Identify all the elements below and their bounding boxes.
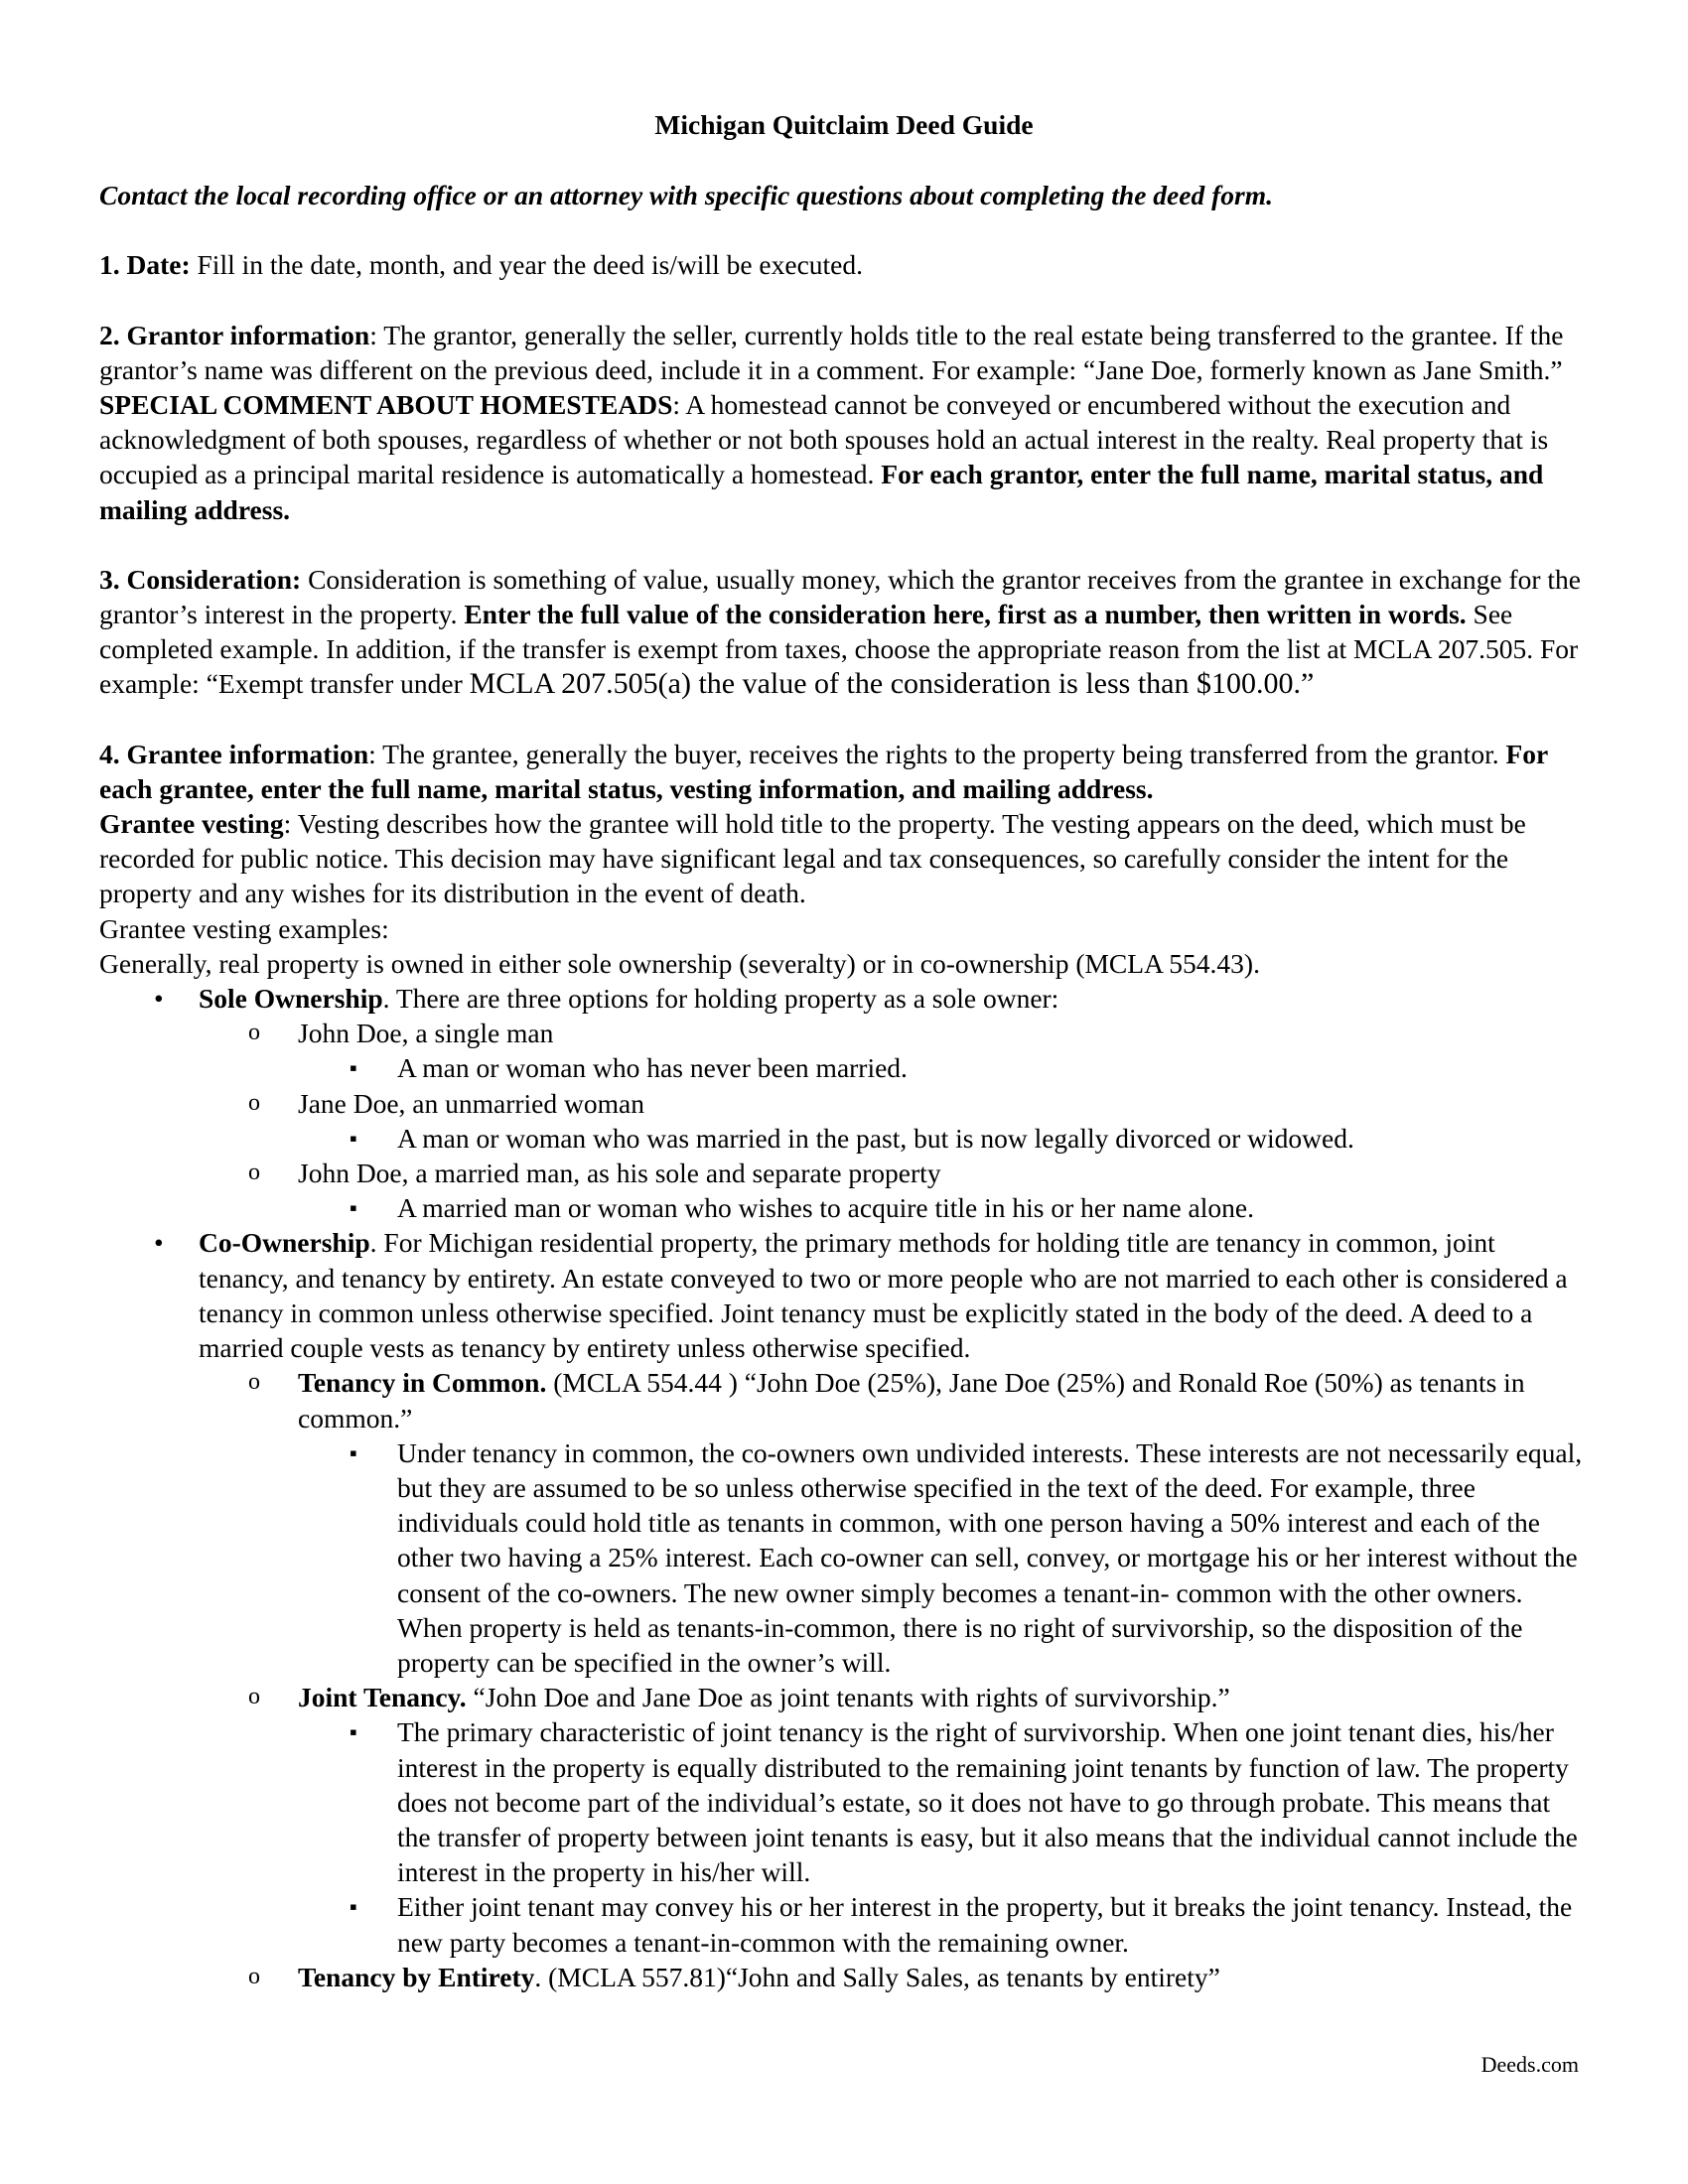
section-grantee-text-1: : The grantee, generally the buyer, receives the rights to the property being transferred from the grantor.	[368, 738, 1506, 769]
exempt-example: MCLA 207.505(a) the value of the consideration is less than $100.00.”	[469, 667, 1315, 701]
tenancy-by-entirety-text: . (MCLA 557.81)“John and Sally Sales, as tenants by entirety”	[534, 1961, 1220, 1992]
grantor-instruction: For each grantor, enter the full name, marital status, and mailing address.	[99, 459, 1544, 525]
co-ownership-text: . For Michigan residential property, the primary methods for holding title are tenancy in common, joint tenancy, and tenancy by entirety. An estate conveyed to two or more people who are not married to each other is considered a tenancy in common unless otherwise specified. Joint tenancy must be explicitly stated in the body of the deed. A deed to a married couple vests as tenancy by entirety unless otherwise specified.	[199, 1227, 1568, 1364]
notice: Contact the local recording office or an attorney with specific questions about completing the deed form.	[99, 180, 1273, 211]
joint-tenancy-text: “John Doe and Jane Doe as joint tenants with rights of survivorship.”	[466, 1682, 1230, 1713]
list-item: ▪ A man or woman who has never been married.	[99, 1050, 1589, 1085]
footer-brand: Deeds.com	[1480, 2052, 1579, 2077]
grantee-vesting	[99, 806, 1589, 911]
option-details	[298, 1435, 1589, 1680]
section-consideration-label: 3. Consideration:	[99, 563, 302, 595]
option-details	[298, 1714, 1589, 1959]
list-item: ▪ The primary characteristic of joint tenancy is the right of survivorship. When one joint tenant dies, his/her interest in the property is equally distributed to the remaining joint tenants by function of law. The property does not become part of the individual’s estate, so it does not have to go through probate. This means that the transfer of property between joint tenants is easy, but it also means that the individual cannot include the interest in the property in his/her will.	[99, 1714, 1589, 1889]
section-consideration-text-2: See completed example. In addition, if the transfer is exempt from taxes, choose the appropriate reason from the list at MCLA 207.505. For example: “Exempt transfer under	[99, 599, 1579, 700]
option-text: John Doe, a married man, as his sole and separate property	[298, 1158, 941, 1189]
section-grantor-text-2: : A homestead cannot be conveyed or encumbered without the execution and acknowledgment of both spouses, regardless of whether or not both spouses hold an actual interest in the realty. Real property that is occupied as a principal marital residence is automatically a homestead.	[99, 389, 1549, 490]
list-item	[99, 1086, 1589, 1156]
option-details	[298, 1190, 1589, 1225]
sole-ownership-options	[199, 1016, 1589, 1225]
grantee-vesting-text: : Vesting describes how the grantee will hold title to the property. The vesting appears on the deed, which must be recorded for public notice. This decision may have significant legal and tax consequences, so carefully consider the intent for the property and any wishes for its distribution in the event of death.	[99, 808, 1526, 909]
section-grantor-label: 2. Grantor information	[99, 319, 370, 350]
list-item	[99, 1156, 1589, 1225]
document-page	[99, 107, 1589, 1994]
section-consideration-text-1: Consideration is something of value, usually money, which the grantor receives from the grantee in exchange for the grantor’s interest in the property.	[99, 563, 1581, 630]
vesting-examples-intro: Generally, real property is owned in either sole ownership (severalty) or in co-ownership (MCLA 554.43).	[99, 947, 1260, 979]
ownership-list	[99, 981, 1589, 1994]
section-date-label: 1. Date:	[99, 249, 191, 281]
section-grantee-label: 4. Grantee information	[99, 738, 369, 769]
list-item-co-ownership	[99, 1225, 1589, 1993]
co-ownership-label: Co-Ownership	[199, 1227, 370, 1259]
option-text: Jane Doe, an unmarried woman	[298, 1087, 644, 1119]
section-grantor-text-1: : The grantor, generally the seller, currently holds title to the real estate being transferred to the grantee. If the grantor’s name was different on the previous deed, include it in a comment. For example: “Jane Doe, formerly known as Jane Smith.”	[99, 319, 1564, 385]
section-date-text: Fill in the date, month, and year the deed is/will be executed.	[190, 249, 864, 281]
sole-ownership-label: Sole Ownership	[199, 983, 383, 1015]
sole-ownership-text: . There are three options for holding property as a sole owner:	[382, 983, 1059, 1015]
list-item: ▪ A man or woman who was married in the past, but is now legally divorced or widowed.	[99, 1121, 1589, 1156]
vesting-examples-heading: Grantee vesting examples:	[99, 912, 389, 944]
option-details	[298, 1050, 1589, 1085]
homestead-comment-label: SPECIAL COMMENT ABOUT HOMESTEADS	[99, 389, 673, 421]
list-item-joint-tenancy	[99, 1680, 1589, 1960]
list-item	[99, 1016, 1589, 1085]
option-details	[298, 1121, 1589, 1156]
list-item-sole-ownership	[99, 981, 1589, 1225]
section-date	[99, 247, 1589, 282]
option-text: John Doe, a single man	[298, 1018, 554, 1049]
grantee-instruction: For each grantee, enter the full name, marital status, vesting information, and mailing address.	[99, 738, 1548, 804]
list-item-tenancy-in-common	[99, 1365, 1589, 1680]
list-item: ▪ A married man or woman who wishes to acquire title in his or her name alone.	[99, 1190, 1589, 1225]
consideration-instruction: Enter the full value of the consideration here, first as a number, then written in words.	[464, 599, 1467, 630]
list-item: ▪ Under tenancy in common, the co-owners own undivided interests. These interests are not necessarily equal, but they are assumed to be so unless otherwise specified in the text of the deed. For example, three individuals could hold title as tenants in common, with one person having a 50% interest and each of the other two having a 25% interest. Each co-owner can sell, convey, or mortgage his or her interest without the consent of the co-owners. The new owner simply becomes a tenant-in- common with the other owners. When property is held as tenants-in-common, there is no right of survivorship, so the disposition of the property can be specified in the owner’s will.	[99, 1435, 1589, 1680]
list-item: ▪ Either joint tenant may convey his or her interest in the property, but it breaks the joint tenancy. Instead, the new party becomes a tenant-in-common with the remaining owner.	[99, 1889, 1589, 1959]
list-item-tenancy-by-entirety	[99, 1960, 1589, 1994]
section-consideration	[99, 562, 1589, 702]
section-grantor	[99, 318, 1589, 527]
joint-tenancy-label: Joint Tenancy.	[298, 1682, 467, 1713]
tenancy-in-common-text: (MCLA 554.44 ) “John Doe (25%), Jane Doe (25%) and Ronald Roe (50%) as tenants in common.”	[298, 1367, 1525, 1433]
tenancy-in-common-label: Tenancy in Common.	[298, 1367, 547, 1399]
section-grantee	[99, 737, 1589, 806]
tenancy-by-entirety-label: Tenancy by Entirety	[298, 1961, 535, 1992]
grantee-vesting-label: Grantee vesting	[99, 808, 284, 840]
co-ownership-options	[199, 1365, 1589, 1994]
page-title: Michigan Quitclaim Deed Guide	[654, 109, 1034, 140]
